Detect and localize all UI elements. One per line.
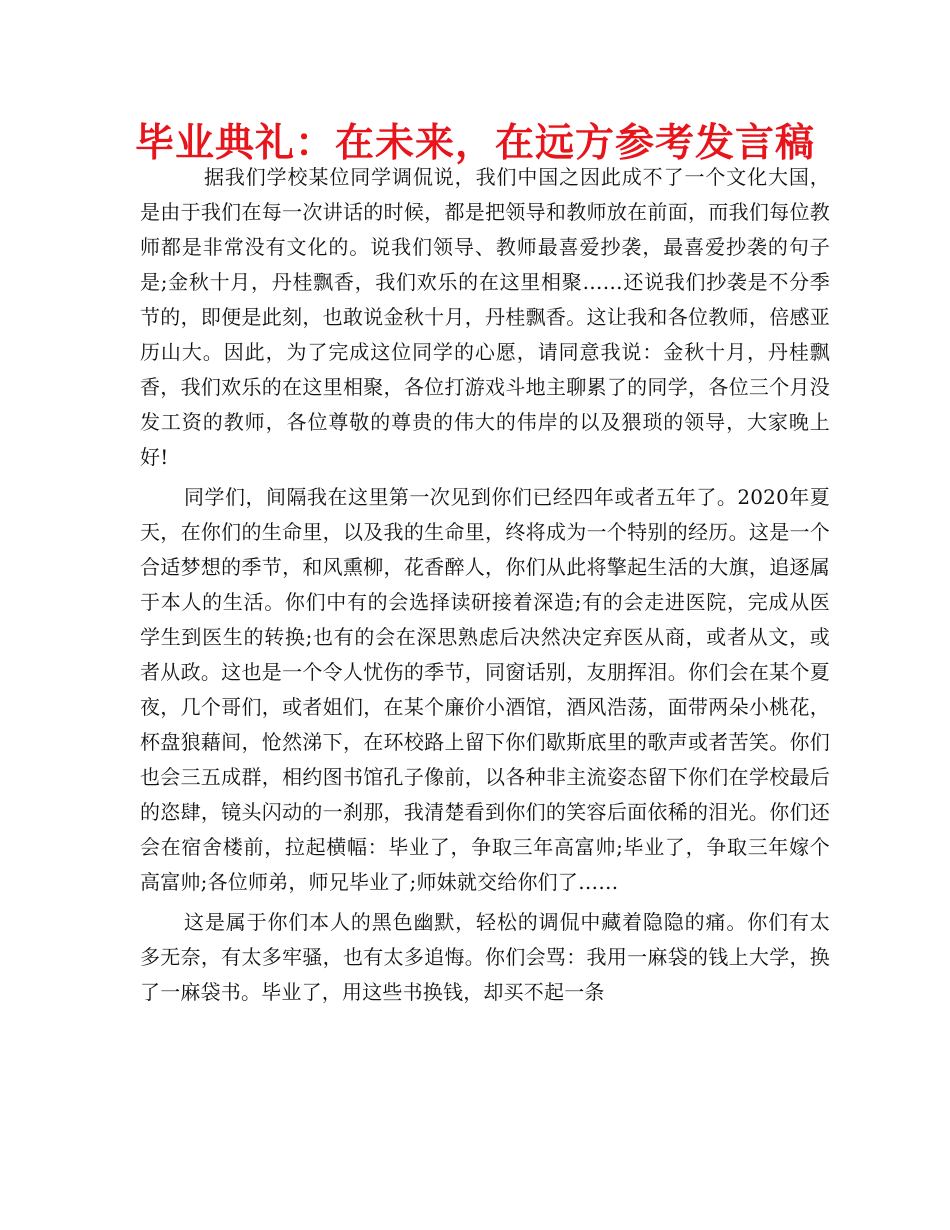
paragraph-2: 同学们，间隔我在这里第一次见到你们已经四年或者五年了。2020年夏天，在你们的生命里，以及我的生命里，终将成为一个特别的经历。这是一个合适梦想的季节，和风熏柳，花香醉人，你们从此将擎起生活的大旗，追逐属于本人的生活。你们中有的会选择读研接着深造;有的会走进医院，完成从医学生到医生的转换;也有的会在深思熟虑后决然决定弃医从商，或者从文，或者从政。这也是一个令人忧伤的季节，同窗话别，友朋挥泪。你们会在某个夏夜，几个哥们，或者姐们，在某个廉价小酒馆，酒风浩荡，面带两朵小桃花，杯盘狼藉间，怆然涕下，在环校路上留下你们歇斯底里的歌声或者苦笑。你们也会三五成群，相约图书馆孔子像前，以各种非主流姿态留下你们在学校最后的恣肆，镜头闪动的一刹那，我清楚看到你们的笑容后面依稀的泪光。你们还会在宿舍楼前，拉起横幅：毕业了，争取三年高富帅;毕业了，争取三年嫁个高富帅;各位师弟，师兄毕业了;师妹就交给你们了…… [140,485,830,894]
document-title: 毕业典礼：在未来，在远方参考发言稿 [134,121,815,166]
document-body [140,160,830,1015]
paragraph-1: 据我们学校某位同学调侃说，我们中国之因此成不了一个文化大国，是由于我们在每一次讲话的时候，都是把领导和教师放在前面，而我们每位教师都是非常没有文化的。说我们领导、教师最喜爱抄袭，最喜爱抄袭的句子是;金秋十月，丹桂飘香，我们欢乐的在这里相聚……还说我们抄袭是不分季节的，即便是此刻，也敢说金秋十月，丹桂飘香。这让我和各位教师，倍感亚历山大。因此，为了完成这位同学的心愿，请同意我说：金秋十月，丹桂飘香，我们欢乐的在这里相聚，各位打游戏斗地主聊累了的同学，各位三个月没发工资的教师，各位尊敬的尊贵的伟大的伟岸的以及猥琐的领导，大家晚上好! [140,165,830,469]
paragraph-3: 这是属于你们本人的黑色幽默，轻松的调侃中藏着隐隐的痛。你们有太多无奈，有太多牢骚，也有太多追悔。你们会骂：我用一麻袋的钱上大学，换了一麻袋书。毕业了，用这些书换钱，却买不起一条 [140,910,830,1004]
